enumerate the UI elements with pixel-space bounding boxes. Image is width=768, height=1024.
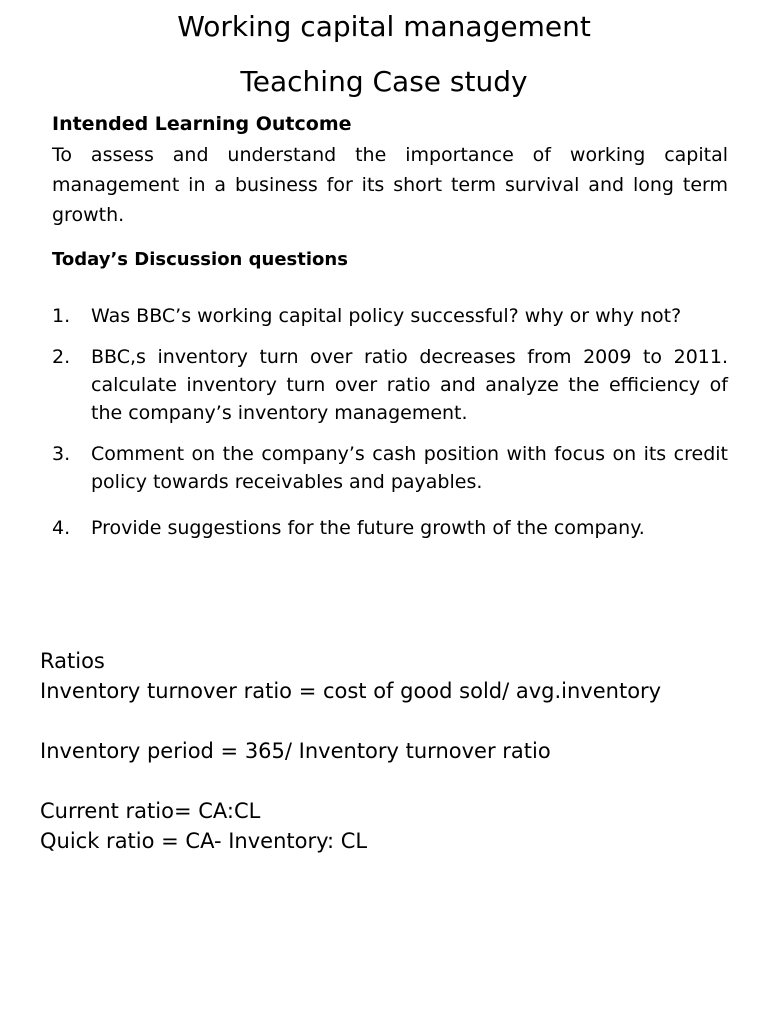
learning-outcome-text: To assess and understand the importance of working capital management in a business for its short term survival and long term growth.: [52, 144, 728, 226]
ratios-heading: Ratios: [40, 649, 105, 673]
question-number: 3.: [52, 443, 71, 465]
question-item: [52, 440, 728, 496]
inventory-period-formula: Inventory period = 365/ Inventory turnover ratio: [40, 739, 551, 763]
discussion-questions-heading: Today’s Discussion questions: [52, 249, 348, 270]
current-ratio-formula: Current ratio= CA:CL: [40, 799, 261, 823]
page-title: Working capital management: [177, 10, 591, 43]
spacer: [40, 766, 661, 796]
quick-ratio-formula: Quick ratio = CA- Inventory: CL: [40, 829, 368, 853]
spacer: [40, 706, 661, 736]
page-subtitle: Teaching Case study: [240, 65, 528, 98]
question-text: Provide suggestions for the future growth of the company.: [91, 517, 645, 539]
question-number: 1.: [52, 305, 71, 327]
ratios-section: [40, 646, 661, 856]
inventory-turnover-formula: Inventory turnover ratio = cost of good sold/ avg.inventory: [40, 679, 662, 703]
question-number: 2.: [52, 346, 71, 368]
question-item: [52, 514, 728, 542]
question-text: BBC,s inventory turn over ratio decreases from 2009 to 2011. calculate inventory turn over ratio and analyze the efficiency of the company’s inventory management.: [91, 346, 728, 424]
question-number: 4.: [52, 517, 71, 539]
discussion-questions-list: [52, 302, 728, 542]
question-text: Was BBC’s working capital policy successful? why or why not?: [91, 305, 682, 327]
question-item: [52, 302, 728, 330]
question-text: Comment on the company’s cash position with focus on its credit policy towards receivables and payables.: [91, 443, 728, 493]
question-item: [52, 343, 728, 427]
learning-outcome-heading: Intended Learning Outcome: [52, 113, 352, 135]
